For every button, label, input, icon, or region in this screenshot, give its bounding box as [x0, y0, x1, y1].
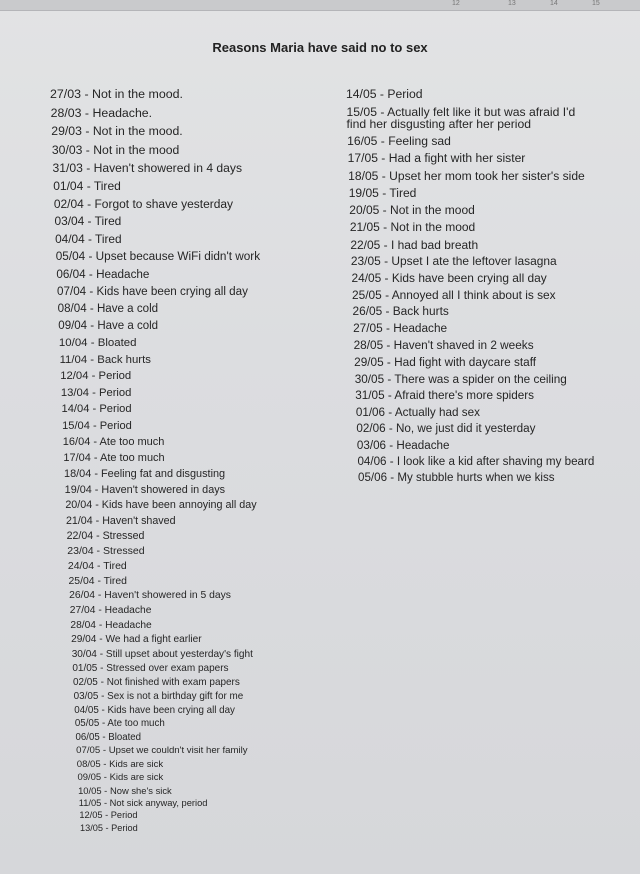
list-item: [347, 135, 597, 147]
list-item: [72, 664, 330, 674]
list-item: [356, 407, 606, 419]
entry-separator: -: [92, 499, 102, 512]
entry-separator: -: [385, 422, 396, 436]
entry-separator: -: [387, 471, 398, 485]
entry-date: 12/04: [60, 370, 89, 383]
entry-separator: -: [93, 530, 103, 543]
entry-separator: -: [377, 134, 389, 149]
entry-reason: Ate too much: [107, 718, 165, 730]
list-item: [346, 88, 596, 100]
entry-separator: -: [380, 253, 392, 268]
entry-date: 25/04: [68, 575, 95, 587]
entry-reason: Tired: [93, 179, 121, 194]
list-item: [70, 606, 330, 616]
entry-separator: -: [378, 168, 390, 183]
entry-date: 03/06: [356, 438, 387, 452]
entry-reason: Tired: [389, 186, 417, 201]
entry-date: 28/05: [353, 338, 384, 353]
entry-reason: Upset her mom took her sister's side: [389, 168, 585, 183]
list-item: [74, 692, 330, 702]
entry-date: 18/05: [348, 168, 379, 183]
entry-separator: -: [91, 483, 102, 496]
entry-separator: -: [98, 704, 108, 716]
list-item: [52, 144, 330, 156]
entry-date: 04/06: [357, 455, 387, 469]
list-item: [57, 286, 330, 298]
entry-date: 19/04: [64, 483, 92, 496]
list-item: [80, 824, 330, 833]
entry-separator: -: [81, 87, 93, 101]
entry-reason: Have a cold: [97, 319, 159, 332]
entry-separator: -: [92, 514, 103, 527]
entry-separator: -: [98, 690, 108, 702]
list-item: [61, 388, 330, 399]
entry-separator: -: [86, 285, 97, 299]
entry-reason: Period: [110, 810, 138, 821]
entry-reason: Bloated: [97, 336, 137, 349]
list-item: [60, 371, 330, 382]
entry-separator: -: [95, 590, 105, 602]
list-item: [54, 198, 330, 210]
list-item: [357, 456, 607, 468]
list-item: [349, 204, 599, 216]
list-item: [56, 269, 330, 281]
entry-reason: Haven't shaved: [102, 514, 176, 527]
entry-reason: Period: [387, 87, 423, 101]
entry-separator: -: [379, 203, 391, 218]
entry-reason: Haven't showered in days: [101, 483, 226, 496]
entry-date: 01/06: [355, 405, 386, 419]
entry-separator: -: [377, 151, 389, 166]
entry-date: 29/03: [51, 124, 82, 139]
entry-date: 05/05: [74, 718, 100, 730]
entry-date: 06/05: [75, 731, 100, 743]
list-item: [58, 304, 330, 316]
entry-reason: Tired: [103, 560, 127, 572]
entry-reason: Upset I ate the leftover lasagna: [391, 253, 557, 268]
entry-separator: -: [384, 389, 395, 403]
entry-reason: Actually had sex: [394, 405, 480, 419]
list-item: [56, 251, 330, 263]
entry-separator: -: [385, 405, 395, 419]
entry-separator: -: [379, 220, 391, 235]
entry-date: 03/04: [54, 214, 85, 229]
list-item: [60, 355, 330, 366]
entry-date: 01/04: [53, 179, 84, 194]
entry-date: 02/05: [72, 676, 98, 688]
entry-date: 20/05: [349, 203, 380, 218]
list-item: [76, 746, 330, 756]
entry-reason: Tired: [95, 231, 122, 246]
entry-date: 25/05: [352, 287, 382, 302]
entry-separator: -: [96, 648, 106, 660]
entry-date: 15/04: [62, 419, 90, 432]
list-item: [53, 162, 330, 174]
list-item: [348, 170, 598, 182]
entry-date: 13/05: [80, 822, 103, 833]
list-item: [350, 221, 600, 233]
entry-separator: -: [82, 161, 94, 175]
list-item: [352, 287, 602, 302]
entry-separator: -: [97, 676, 107, 688]
list-item: [64, 469, 330, 480]
entry-date: 30/03: [51, 142, 83, 157]
entry-separator: -: [96, 619, 106, 631]
entry-date: 28/04: [70, 619, 96, 631]
entry-separator: -: [90, 451, 100, 464]
entry-date: 26/04: [69, 590, 96, 602]
entry-reason: Stressed over exam papers: [106, 662, 229, 674]
entry-date: 08/04: [57, 302, 87, 315]
entry-reason: Period: [99, 419, 132, 432]
entry-reason: Now she's sick: [109, 784, 172, 796]
entry-separator: -: [378, 186, 390, 201]
ruler-mark: 14: [550, 0, 558, 7]
entry-reason: Not in the mood: [93, 142, 180, 157]
list-item: [51, 107, 330, 119]
entry-reason: Back hurts: [97, 353, 151, 366]
entry-date: 30/04: [71, 648, 97, 660]
entry-separator: -: [386, 455, 397, 469]
entry-date: 01/05: [72, 662, 98, 674]
entry-separator: -: [96, 634, 106, 646]
entry-reason: Not finished with exam papers: [106, 676, 240, 688]
list-item: [63, 453, 330, 464]
list-item: [59, 338, 330, 349]
entry-reason: Headache: [104, 605, 152, 617]
list-item: [63, 437, 330, 448]
entry-separator: -: [99, 731, 109, 743]
entry-date: 22/05: [350, 237, 381, 252]
entry-date: 15/05: [346, 104, 377, 119]
entry-reason: Headache.: [92, 105, 153, 120]
entry-reason: Have a cold: [96, 302, 159, 315]
entry-date: 12/05: [79, 810, 103, 821]
entry-reason: I look like a kid after shaving my beard: [396, 455, 595, 469]
list-item: [65, 485, 330, 496]
entry-reason: Kids have been crying all day: [107, 704, 235, 716]
entry-reason: Haven't shaved in 2 weeks: [393, 338, 534, 353]
entry-separator: -: [83, 197, 95, 212]
entry-separator: -: [83, 179, 94, 194]
list-item: [348, 152, 598, 164]
entry-separator: -: [87, 336, 98, 349]
entry-date: 17/05: [347, 151, 378, 166]
entry-date: 29/04: [71, 634, 97, 646]
entry-date: 14/04: [61, 403, 90, 416]
entry-date: 24/05: [351, 270, 382, 285]
entry-date: 03/05: [73, 690, 99, 702]
list-item: [69, 577, 331, 587]
ruler-mark: 12: [452, 0, 460, 7]
list-item: [55, 231, 330, 246]
entry-separator: -: [87, 353, 98, 366]
entry-reason: Period: [99, 403, 132, 416]
entry-separator: -: [97, 662, 107, 674]
list-item: [67, 531, 330, 542]
entry-separator: -: [82, 142, 94, 157]
list-item: [70, 621, 330, 631]
list-item: [67, 546, 330, 557]
entry-reason: Back hurts: [392, 304, 449, 319]
entry-date: 23/04: [67, 545, 94, 558]
list-item: [58, 321, 330, 333]
list-item: [74, 706, 330, 716]
entry-date: 24/04: [67, 560, 95, 572]
entry-reason: There was a spider on the ceiling: [394, 372, 567, 386]
entry-reason: Still upset about yesterday's fight: [105, 648, 253, 660]
entry-date: 10/04: [58, 336, 88, 349]
entry-separator: -: [85, 267, 97, 281]
entry-reason: Period: [98, 386, 132, 399]
list-item: [65, 500, 330, 511]
list-item: [66, 516, 330, 527]
entry-separator: -: [88, 386, 99, 399]
list-item: [53, 180, 330, 192]
entry-separator: -: [89, 419, 100, 432]
entry-separator: -: [93, 545, 103, 558]
entry-reason: Headache: [96, 267, 150, 281]
list-item: [347, 106, 597, 130]
ruler: [0, 0, 640, 11]
entry-reason: Kids have been crying all day: [391, 270, 547, 285]
entry-reason: Headache: [393, 321, 448, 336]
entry-date: 21/04: [65, 514, 93, 527]
entry-separator: -: [383, 355, 395, 369]
entry-reason: Kids have been crying all day: [96, 285, 248, 299]
entry-date: 26/05: [352, 304, 383, 319]
entry-date: 16/04: [62, 435, 91, 448]
list-item: [356, 423, 606, 435]
list-item: [349, 187, 599, 199]
entry-separator: -: [99, 718, 108, 730]
list-item: [79, 799, 330, 808]
entry-reason: Actually felt like it but was afraid I'd find her disgusting after her period: [346, 104, 576, 131]
entry-separator: -: [103, 822, 112, 833]
entry-date: 27/04: [69, 605, 96, 617]
entry-date: 30/05: [354, 372, 385, 386]
entry-reason: Period: [111, 822, 138, 833]
entry-date: 27/03: [50, 87, 82, 101]
entry-separator: -: [94, 560, 104, 572]
entry-reason: Haven't showered in 4 days: [93, 161, 243, 175]
entry-date: 11/05: [78, 797, 102, 808]
entry-reason: Annoyed all I think about is sex: [391, 287, 556, 302]
list-item: [350, 253, 601, 268]
entry-separator: -: [376, 87, 388, 101]
list-item: [79, 811, 330, 820]
entry-reason: Bloated: [108, 731, 142, 743]
entry-reason: Ate too much: [99, 435, 165, 448]
entry-separator: -: [382, 304, 393, 319]
entry-date: 29/05: [354, 355, 384, 369]
entry-reason: Ate too much: [100, 451, 165, 464]
entry-reason: Upset we couldn't visit her family: [108, 745, 248, 757]
entry-date: 13/04: [60, 386, 89, 399]
entry-date: 02/04: [53, 197, 84, 212]
entry-date: 09/04: [58, 319, 88, 332]
entry-separator: -: [88, 370, 99, 383]
entry-separator: -: [382, 321, 394, 336]
entry-separator: -: [95, 605, 105, 617]
list-item: [353, 323, 603, 335]
entry-date: 19/05: [348, 186, 379, 201]
entry-reason: Tired: [94, 214, 122, 229]
list-item: [358, 472, 608, 484]
list-item: [355, 374, 605, 386]
entry-reason: Haven't showered in 5 days: [104, 590, 231, 602]
entry-separator: -: [101, 784, 110, 796]
entry-date: 05/04: [55, 250, 86, 264]
list-item: [54, 216, 330, 228]
entry-separator: -: [86, 302, 97, 315]
entry-date: 05/06: [358, 471, 388, 485]
list-item: [78, 786, 330, 795]
entry-date: 08/05: [76, 758, 101, 770]
list-item: [355, 390, 605, 402]
entry-separator: -: [101, 797, 110, 808]
list-item: [354, 357, 604, 369]
entry-reason: No, we just did it yesterday: [395, 422, 536, 436]
entry-date: 04/05: [74, 704, 99, 716]
entry-date: 04/04: [55, 231, 85, 246]
entry-date: 21/05: [349, 220, 380, 235]
entry-separator: -: [89, 403, 100, 416]
entry-date: 27/05: [353, 321, 383, 336]
entry-date: 07/04: [57, 285, 87, 299]
entry-reason: My stubble hurts when we kiss: [397, 471, 555, 485]
entry-reason: Kids are sick: [109, 771, 164, 783]
entry-date: 28/03: [50, 105, 82, 120]
entry-separator: -: [100, 758, 110, 770]
entry-separator: -: [380, 237, 391, 252]
entry-reason: Feeling fat and disgusting: [100, 467, 226, 480]
entry-reason: Headache: [105, 619, 152, 631]
entry-reason: Feeling sad: [388, 134, 451, 149]
entry-reason: Tired: [103, 575, 127, 587]
list-item: [353, 306, 603, 318]
entry-separator: -: [87, 319, 98, 332]
document-title: Reasons Maria have said no to sex: [212, 40, 428, 55]
entry-reason: Not in the mood: [390, 220, 476, 235]
entry-separator: -: [81, 105, 93, 120]
entry-reason: Stressed: [103, 545, 145, 558]
entry-reason: Not in the mood.: [92, 87, 183, 101]
list-item: [77, 760, 330, 770]
entry-date: 17/04: [63, 451, 91, 464]
list-item: [351, 270, 601, 285]
entry-reason: Had fight with daycare staff: [394, 355, 537, 369]
entry-date: 18/04: [64, 467, 92, 480]
entry-date: 31/03: [52, 161, 83, 175]
list-item: [76, 733, 330, 743]
entry-reason: Forgot to shave yesterday: [94, 197, 234, 212]
list-item: [350, 239, 600, 251]
entry-date: 10/05: [78, 784, 102, 796]
entry-date: 22/04: [66, 530, 94, 543]
ruler-mark: 13: [508, 0, 516, 7]
entry-separator: -: [384, 372, 395, 386]
entry-reason: Sex is not a birthday gift for me: [107, 690, 244, 702]
entry-separator: -: [94, 575, 104, 587]
entry-date: 20/04: [65, 499, 93, 512]
entry-date: 09/05: [77, 771, 102, 783]
list-item: [71, 635, 330, 645]
entry-reason: I had bad breath: [390, 237, 479, 252]
entry-separator: -: [85, 250, 96, 264]
entry-separator: -: [381, 270, 392, 285]
entry-separator: -: [102, 810, 111, 821]
entry-separator: -: [381, 287, 392, 302]
entry-separator: -: [84, 231, 96, 246]
list-item: [50, 88, 330, 100]
list-item: [73, 678, 330, 688]
entry-reason: Kids are sick: [109, 758, 164, 770]
entry-reason: We had a fight earlier: [105, 634, 202, 646]
entry-reason: Afraid there's more spiders: [394, 389, 535, 403]
entry-date: 23/05: [350, 253, 381, 268]
entry-date: 06/04: [56, 267, 86, 281]
list-item: [61, 404, 330, 415]
list-item: [68, 562, 330, 573]
list-item: [51, 125, 330, 137]
ruler-mark: 15: [592, 0, 600, 7]
entry-date: 11/04: [59, 353, 88, 366]
entry-separator: -: [386, 438, 397, 452]
right-column-list: [346, 88, 626, 489]
entry-separator: -: [81, 124, 93, 139]
entry-date: 14/05: [346, 87, 377, 101]
entry-reason: Stressed: [102, 530, 145, 543]
list-item: [75, 719, 330, 729]
entry-date: 02/06: [356, 422, 386, 436]
list-item: [69, 591, 330, 601]
entry-separator: -: [90, 435, 100, 448]
entry-separator: -: [100, 745, 109, 757]
list-item: [357, 440, 607, 452]
entry-separator: -: [84, 214, 95, 229]
entry-date: 31/05: [355, 389, 385, 403]
entry-reason: Kids have been annoying all day: [101, 499, 257, 512]
entry-reason: Not sick anyway, period: [109, 797, 208, 808]
entry-reason: Upset because WiFi didn't work: [95, 250, 261, 264]
entry-reason: Headache: [396, 438, 450, 452]
entry-reason: Had a fight with her sister: [388, 151, 526, 166]
entry-separator: -: [376, 104, 388, 119]
entry-reason: Not in the mood: [390, 203, 475, 218]
entry-separator: -: [383, 338, 394, 353]
list-item: [72, 650, 330, 660]
list-item: [354, 340, 604, 352]
left-column-list: [50, 88, 330, 836]
entry-reason: Not in the mood.: [92, 124, 183, 139]
list-item: [62, 421, 330, 432]
entry-date: 16/05: [347, 134, 378, 149]
list-item: [77, 773, 330, 782]
entry-separator: -: [101, 771, 110, 783]
entry-separator: -: [91, 467, 101, 480]
entry-date: 07/05: [76, 745, 101, 757]
entry-reason: Period: [98, 370, 132, 383]
